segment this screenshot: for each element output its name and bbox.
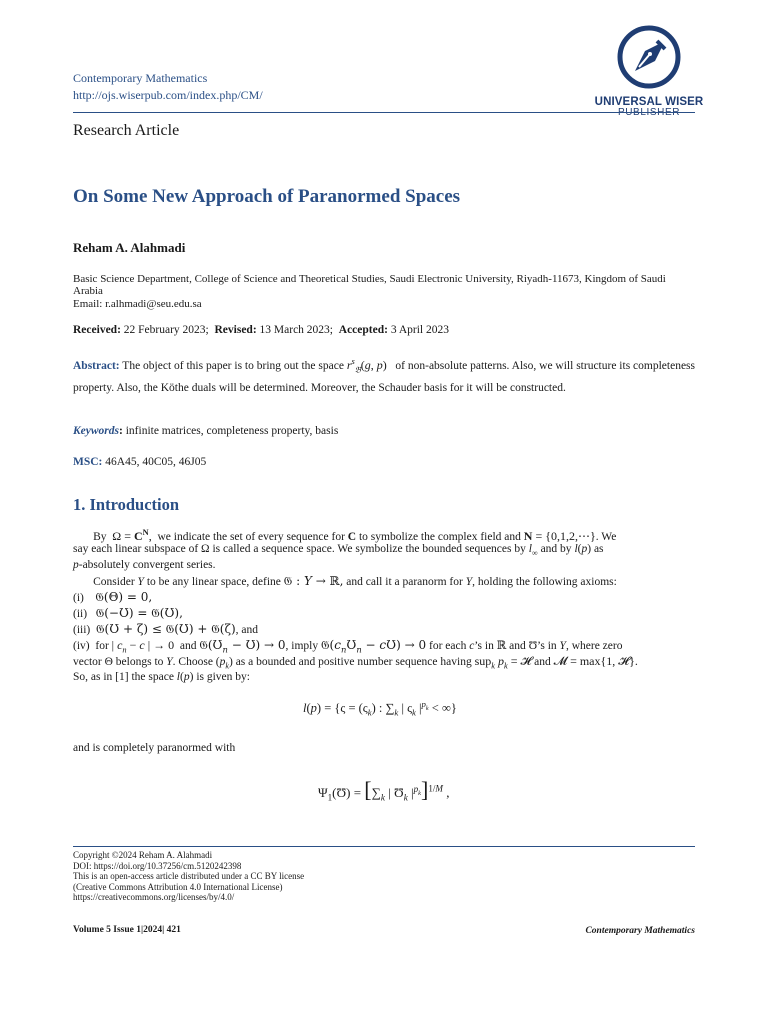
accepted-label: Accepted: bbox=[338, 324, 388, 336]
msc-label: MSC: bbox=[73, 456, 103, 468]
volume-info: Volume 5 Issue 1|2024| 421 bbox=[73, 925, 181, 935]
vector-text-c: as a bounded and positive number sequence having bbox=[235, 656, 472, 668]
publisher-name-line2: PUBLISHER bbox=[617, 107, 681, 118]
axiom-iv-label: (iv) bbox=[73, 640, 90, 652]
copyright-block bbox=[73, 850, 304, 903]
intro-text-e: and by bbox=[540, 543, 572, 555]
intro-text-a: we indicate the set of every sequence for bbox=[157, 531, 345, 543]
section-heading: 1. Introduction bbox=[73, 495, 180, 514]
vector-text-a: vector Θ belongs to bbox=[73, 656, 164, 668]
author-affiliation: Basic Science Department, College of Science and Theoretical Studies, Saudi Electronic University, Riyadh-11673, Kingdom of Saudi Arabia bbox=[73, 273, 666, 297]
header-rule bbox=[73, 112, 695, 113]
axiom-iv-for: for bbox=[95, 640, 109, 652]
axiom-iv: (iv) for | $c_n - c$ | → 0 and $𝔊(Ʊ_n$ − Ʊ) → 0, imply $𝔊(c_nƱ_n$ − cƱ) → 0 for each c’s in ℝ and Ʊ’s in Y, where zero bbox=[73, 638, 623, 655]
msc bbox=[73, 456, 206, 468]
so-line: So, as in [1] the space l(p) is given by: bbox=[73, 671, 250, 683]
article-title: On Some New Approach of Paranormed Spaces bbox=[73, 186, 461, 207]
journal-url[interactable]: http://ojs.wiserpub.com/index.php/CM/ bbox=[73, 88, 263, 102]
msc-codes: 46A45, 40C05, 46J05 bbox=[105, 456, 207, 468]
axiom-iv-imply: , imply bbox=[285, 640, 319, 652]
vector-line: vector Θ belongs to Y. Choose $(p_k)$ as a bounded and positive number sequence having sup$_k$ $p_k$ = 𝓗 and 𝓜 = max{1, 𝓗}. bbox=[73, 654, 638, 671]
article-dates bbox=[73, 324, 449, 336]
abstract-space-symbol: $r^s_𝔅(g$, p) bbox=[346, 357, 387, 375]
pen-nib-icon bbox=[617, 25, 681, 89]
intro-text-d: say each linear subspace of Ω is called a sequence space. We symbolize the bounded sequences by bbox=[73, 543, 526, 555]
doi-link[interactable]: DOI: https://doi.org/10.37256/cm.5120242398 bbox=[73, 860, 242, 871]
keywords-text: infinite matrices, completeness property, basis bbox=[125, 425, 339, 437]
abstract-label: Abstract: bbox=[73, 360, 120, 372]
keywords: Keywords: infinite matrices, completeness property, basis bbox=[73, 425, 339, 437]
keywords-label: Keywords bbox=[73, 425, 119, 437]
copyright-text: Copyright ©2024 Reham A. Alahmadi bbox=[73, 850, 213, 860]
abstract-space-letter: r bbox=[346, 358, 352, 372]
license-link[interactable]: https://creativecommons.org/licenses/by/4.0/ bbox=[73, 892, 235, 903]
axiom-iv-for-each: for each bbox=[428, 640, 467, 652]
axiom-iv-and: and bbox=[179, 640, 197, 652]
consider-text: Consider bbox=[93, 576, 135, 588]
intro-text-b: to symbolize the complex field and bbox=[358, 531, 521, 543]
accepted-date: 3 April 2023 bbox=[390, 324, 449, 336]
axiom-iii: (iii) 𝔊(Ʊ + ζ) ≤ 𝔊(Ʊ) + 𝔊(ζ), and bbox=[73, 622, 259, 636]
vector-text-b: . Choose bbox=[172, 656, 213, 668]
footer-journal-name: Contemporary Mathematics bbox=[585, 926, 695, 936]
revised-date: 13 March 2023; bbox=[259, 324, 334, 336]
received-label: Received: bbox=[73, 324, 121, 336]
equation-psi: $\Psi_1(Ʊ) = [\sum_k$ | $Ʊ_k$ $|^{p_k}]^{1/M}$ , bbox=[318, 777, 450, 803]
consider-text-b: to be any linear space, define bbox=[146, 576, 281, 588]
axiom-ii: (ii) 𝔊(−Ʊ) = 𝔊(Ʊ), bbox=[73, 606, 183, 620]
publisher-logo bbox=[590, 25, 708, 118]
axiom-iv-zero: , where zero bbox=[565, 640, 623, 652]
license-text-2: (Creative Commons Attribution 4.0 International License) bbox=[73, 881, 283, 892]
axiom-ii-label: (ii) bbox=[73, 608, 88, 620]
equation-lp: $l(p) = \{\varsigma = (\varsigma_k)$ : $\sum_k$ | $\varsigma_k$ $|^{p_k}$ < ∞} bbox=[303, 699, 457, 718]
article-type: Research Article bbox=[73, 122, 180, 139]
journal-name: Contemporary Mathematics bbox=[73, 71, 208, 85]
revised-label: Revised: bbox=[214, 324, 257, 336]
intro-line-2: say each linear subspace of Ω is called a sequence space. We symbolize the bounded sequences by $l_\infty$ and by l(p) as bbox=[73, 543, 604, 558]
axiom-iii-label: (iii) bbox=[73, 624, 91, 636]
axiom-iv-and2: and bbox=[509, 640, 526, 652]
license-text-1: This is an open-access article distributed under a CC BY license bbox=[73, 871, 305, 882]
abstract-part2: of non-absolute patterns. Also, we will structure its completeness property. Also, the Köthe duals will be determined. Moreover, the Schauder basis for it will be constructed. bbox=[73, 360, 696, 395]
intro-text-c: . We bbox=[595, 531, 617, 543]
intro-line-4: Consider Y to be any linear space, define 𝔊 : Y → ℝ, and call it a paranorm for Y, holding the following axioms: bbox=[93, 574, 617, 588]
footer-rule bbox=[73, 846, 695, 847]
intro-line-3: p-absolutely convergent series. bbox=[73, 559, 216, 571]
completely-line: and is completely paranormed with bbox=[73, 742, 236, 754]
abstract-part1: The object of this paper is to bring out the space bbox=[122, 360, 344, 372]
so-text-b: is given by: bbox=[196, 671, 250, 683]
axiom-i: (i) 𝔊(Θ) = 0, bbox=[73, 590, 153, 604]
vector-text-d: and bbox=[534, 656, 551, 668]
axiom-iv-s-in2: ’s in bbox=[537, 640, 557, 652]
publisher-name-line1: UNIVERSAL WISER bbox=[594, 96, 704, 108]
author-name: Reham A. Alahmadi bbox=[73, 240, 186, 255]
axiom-iv-s-in: ’s in bbox=[474, 640, 494, 652]
so-text-a: So, as in [1] the space bbox=[73, 671, 174, 683]
consider-text-d: , holding the following axioms: bbox=[472, 576, 617, 588]
abstract bbox=[73, 352, 695, 398]
intro-line-1: By $\Omega = C^N$, we indicate the set of every sequence for C to symbolize the complex field and N = {0,1,2,⋯}. We bbox=[93, 528, 617, 543]
consider-text-c: and call it a paranorm for bbox=[346, 576, 463, 588]
intro-text-f: -absolutely convergent series. bbox=[78, 559, 216, 571]
intro-by: By bbox=[93, 531, 107, 543]
received-date: 22 February 2023; bbox=[123, 324, 209, 336]
axiom-iii-tail: , and bbox=[235, 624, 259, 636]
author-email: Email: r.alhmadi@seu.edu.sa bbox=[73, 298, 202, 310]
axiom-i-label: (i) bbox=[73, 592, 84, 604]
